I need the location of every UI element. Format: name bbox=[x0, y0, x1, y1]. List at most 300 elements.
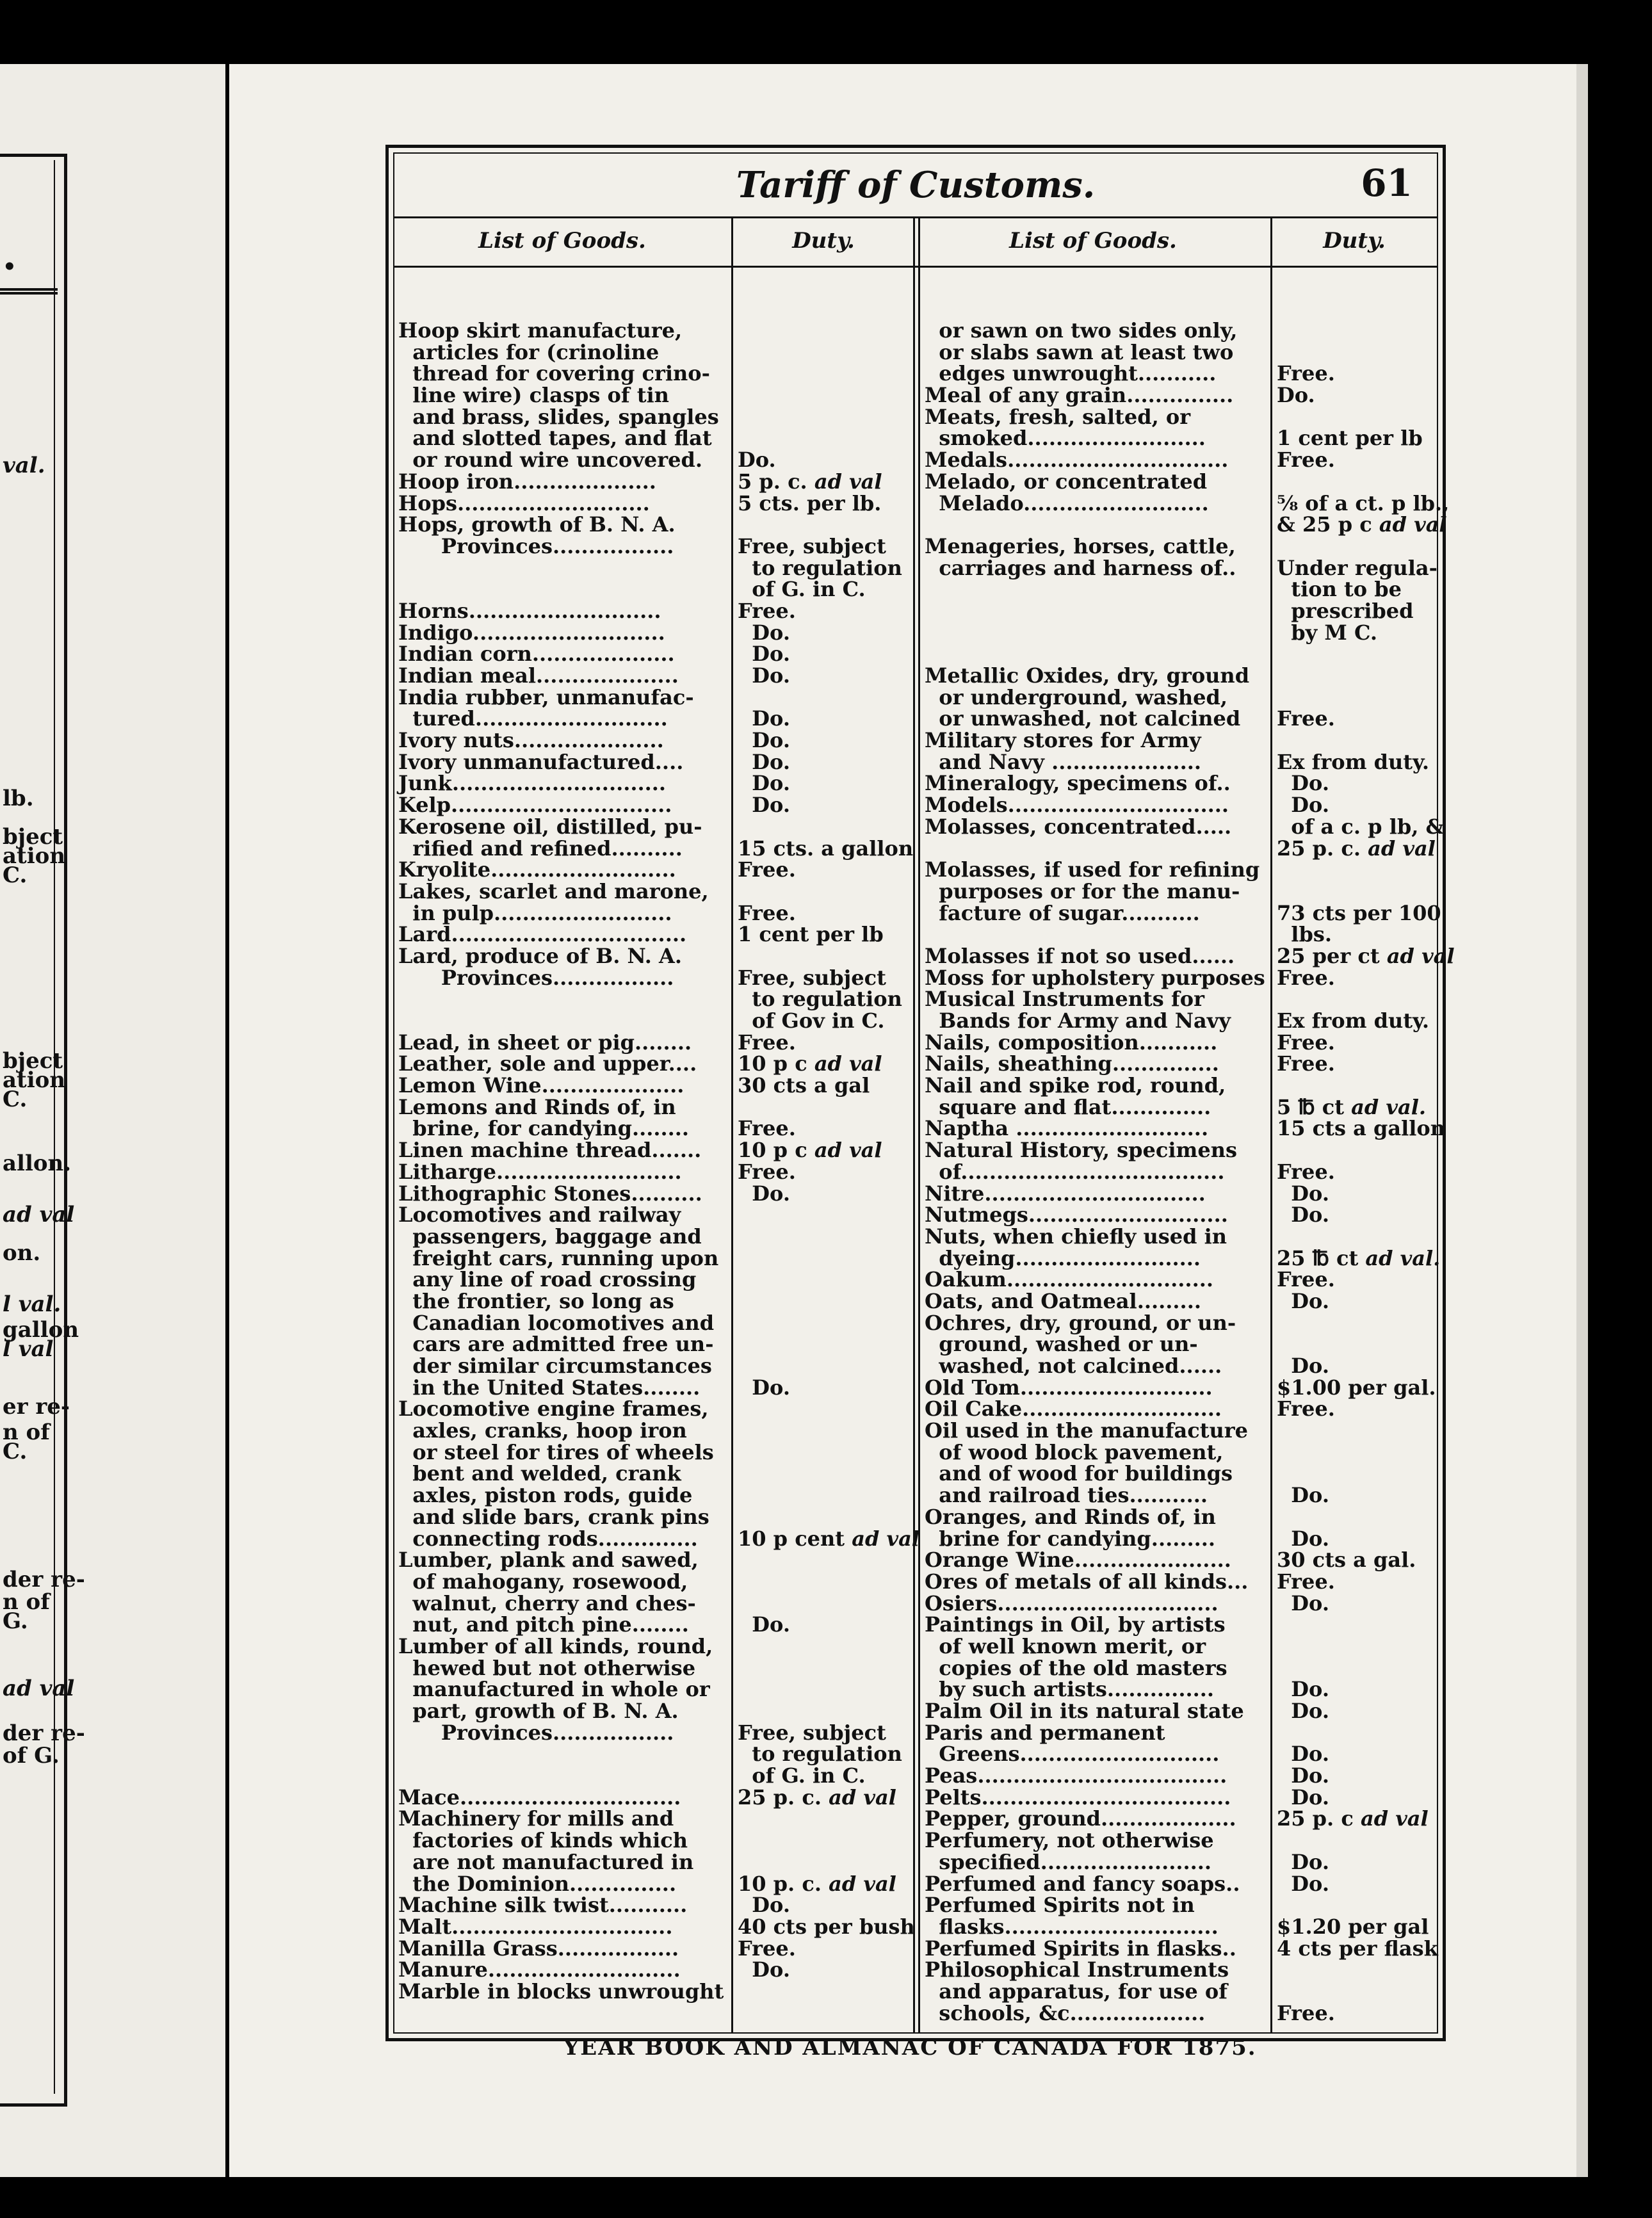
left-duty-cell bbox=[738, 1442, 912, 1464]
right-duty-cell: Do. bbox=[1277, 1849, 1329, 1874]
facing-page-fragment: bject bbox=[3, 1048, 63, 1074]
right-duty-cell: Free. bbox=[1277, 2000, 1335, 2025]
right-duty-cell bbox=[1277, 1981, 1433, 2003]
right-duty-cell: Free. bbox=[1277, 448, 1335, 473]
left-duty-cell bbox=[738, 1808, 912, 1830]
left-goods-cell: Kryolite.......................... bbox=[398, 857, 676, 882]
left-goods-cell: Horns........................... bbox=[398, 598, 661, 623]
left-duty-cell bbox=[738, 1097, 912, 1119]
left-duty-cell: 30 cts a gal bbox=[738, 1073, 870, 1098]
right-goods-cell: Nuts, when chiefly used in bbox=[925, 1224, 1227, 1249]
right-duty-cell: Free. bbox=[1277, 1267, 1335, 1292]
left-duty-cell bbox=[738, 946, 912, 967]
left-goods-cell: walnut, cherry and ches- bbox=[398, 1591, 696, 1615]
left-duty-cell: 10 p c ad val bbox=[738, 1051, 882, 1076]
left-duty-cell: 10 p c ad val bbox=[738, 1138, 882, 1163]
right-duty-cell: Do. bbox=[1277, 1763, 1329, 1788]
right-goods-cell: ground, washed or un- bbox=[925, 1332, 1198, 1357]
left-goods-cell: Marble in blocks unwrought bbox=[398, 1979, 724, 2003]
left-goods-cell: passengers, baggage and bbox=[398, 1224, 702, 1249]
right-goods-cell: Medals............................... bbox=[925, 448, 1229, 473]
left-duty-cell bbox=[738, 1658, 912, 1680]
right-duty-cell: $1.20 per gal bbox=[1277, 1914, 1429, 1939]
right-duty-cell: Ex from duty. bbox=[1277, 1008, 1430, 1033]
left-duty-cell: to regulation bbox=[738, 987, 902, 1012]
page-title: Tariff of Customs. bbox=[736, 164, 1096, 206]
right-goods-cell: Perfumed and fancy soaps.. bbox=[925, 1871, 1240, 1896]
right-goods-cell: Models............................... bbox=[925, 793, 1229, 818]
left-duty-cell bbox=[738, 363, 912, 385]
left-goods-cell: Kelp............................... bbox=[398, 793, 672, 818]
right-duty-cell: Do. bbox=[1277, 1742, 1329, 1767]
left-goods-cell: of mahogany, rosewood, bbox=[398, 1569, 688, 1594]
left-goods-cell: Hops, growth of B. N. A. bbox=[398, 512, 676, 537]
right-duty-cell bbox=[1277, 859, 1433, 881]
left-duty-cell bbox=[738, 1313, 912, 1334]
right-duty-cell bbox=[1277, 1507, 1433, 1528]
left-goods-cell: Locomotive engine frames, bbox=[398, 1396, 709, 1421]
right-duty-cell bbox=[1277, 1636, 1433, 1658]
right-duty-cell: $1.00 per gal. bbox=[1277, 1375, 1436, 1400]
column-rule bbox=[913, 216, 915, 2034]
left-goods-cell: Lemon Wine.................... bbox=[398, 1073, 684, 1098]
right-goods-cell: or unwashed, not calcined bbox=[925, 706, 1241, 731]
right-goods-cell: Palm Oil in its natural state bbox=[925, 1699, 1244, 1723]
column-header-goods-right bbox=[916, 216, 1270, 268]
left-duty-cell: 1 cent per lb bbox=[738, 922, 884, 947]
facing-page-fragment: of G. bbox=[3, 1743, 60, 1769]
left-duty-cell: Do. bbox=[738, 771, 790, 796]
left-duty-cell: to regulation bbox=[738, 1742, 902, 1767]
facing-page-fragment: C. bbox=[3, 862, 28, 888]
right-goods-cell bbox=[925, 601, 1270, 622]
page-header bbox=[393, 152, 1438, 218]
left-goods-cell: Lead, in sheet or pig........ bbox=[398, 1030, 692, 1055]
left-goods-cell: Canadian locomotives and bbox=[398, 1310, 715, 1335]
left-duty-cell: 5 cts. per lb. bbox=[738, 490, 882, 515]
right-goods-cell: Osiers............................... bbox=[925, 1591, 1219, 1615]
left-duty-cell: Free. bbox=[738, 1116, 796, 1141]
right-goods-cell: Nutmegs............................ bbox=[925, 1202, 1228, 1227]
facing-page-fragment: n of bbox=[3, 1589, 50, 1615]
right-duty-cell bbox=[1277, 665, 1433, 687]
left-duty-cell bbox=[738, 1420, 912, 1442]
left-goods-cell: Leather, sole and upper.... bbox=[398, 1051, 697, 1076]
right-goods-cell: and of wood for buildings bbox=[925, 1461, 1233, 1486]
left-goods-cell: part, growth of B. N. A. bbox=[398, 1699, 679, 1723]
right-duty-cell bbox=[1277, 536, 1433, 558]
right-duty-cell: 73 cts per 100 bbox=[1277, 900, 1441, 925]
left-goods-cell: nut, and pitch pine........ bbox=[398, 1612, 689, 1637]
right-duty-cell: Do. bbox=[1277, 1591, 1329, 1615]
left-goods-cell: articles for (crinoline bbox=[398, 339, 660, 364]
left-duty-cell: Do. bbox=[738, 728, 790, 753]
right-goods-cell: Molasses, if used for refining bbox=[925, 857, 1260, 882]
right-goods-cell: Paintings in Oil, by artists bbox=[925, 1612, 1226, 1637]
right-duty-cell: Do. bbox=[1277, 1699, 1329, 1723]
left-duty-cell bbox=[738, 1679, 912, 1701]
left-goods-cell: Machinery for mills and bbox=[398, 1806, 674, 1831]
left-goods-cell: Provinces................. bbox=[398, 1720, 674, 1745]
left-duty-cell bbox=[738, 342, 912, 364]
left-duty-cell bbox=[738, 1571, 912, 1593]
right-duty-cell: tion to be bbox=[1277, 577, 1402, 602]
left-duty-cell bbox=[738, 1269, 912, 1291]
column-header-label: Duty. bbox=[1323, 228, 1386, 254]
right-goods-cell: Oil used in the manufacture bbox=[925, 1418, 1248, 1443]
column-rule bbox=[918, 216, 920, 2034]
right-duty-cell bbox=[1277, 1226, 1433, 1248]
right-duty-cell bbox=[1277, 881, 1433, 903]
right-goods-cell bbox=[925, 514, 1270, 536]
left-goods-cell: Machine silk twist........... bbox=[398, 1893, 688, 1918]
left-duty-cell bbox=[738, 1593, 912, 1615]
right-goods-cell: Ores of metals of all kinds... bbox=[925, 1569, 1249, 1594]
left-goods-cell: Ivory nuts..................... bbox=[398, 728, 664, 753]
right-duty-cell: 4 cts per flask bbox=[1277, 1936, 1438, 1961]
right-goods-cell: brine for candying......... bbox=[925, 1526, 1216, 1551]
right-goods-cell: specified........................ bbox=[925, 1849, 1212, 1874]
right-goods-cell: Greens............................ bbox=[925, 1742, 1220, 1767]
left-goods-cell: hewed but not otherwise bbox=[398, 1655, 696, 1680]
right-goods-cell: Oil Cake............................ bbox=[925, 1396, 1222, 1421]
right-duty-cell bbox=[1277, 1420, 1433, 1442]
facing-page-fragment: C. bbox=[3, 1087, 28, 1112]
left-goods-cell: Locomotives and railway bbox=[398, 1202, 681, 1227]
left-goods-cell: Mace............................... bbox=[398, 1785, 681, 1809]
left-goods-cell: factories of kinds which bbox=[398, 1828, 688, 1853]
left-duty-cell: Do. bbox=[738, 642, 790, 667]
facing-page-fragment: on. bbox=[3, 1240, 41, 1266]
right-duty-cell: 25 p. c ad val bbox=[1277, 1806, 1429, 1831]
right-duty-cell bbox=[1277, 1830, 1433, 1852]
left-duty-cell bbox=[738, 1398, 912, 1420]
left-goods-cell: India rubber, unmanufac- bbox=[398, 684, 694, 709]
right-goods-cell: Old Tom........................... bbox=[925, 1375, 1213, 1400]
left-goods-cell bbox=[398, 579, 770, 601]
left-goods-cell: brine, for candying........ bbox=[398, 1116, 690, 1141]
right-goods-cell: Menageries, horses, cattle, bbox=[925, 533, 1236, 558]
right-duty-cell: 25 p. c. ad val bbox=[1277, 836, 1436, 861]
left-duty-cell: 25 p. c. ad val bbox=[738, 1785, 896, 1809]
right-duty-cell: Do. bbox=[1277, 793, 1329, 818]
left-duty-cell bbox=[738, 1852, 912, 1874]
right-duty-cell: by M C. bbox=[1277, 620, 1377, 645]
right-goods-cell: by such artists............... bbox=[925, 1677, 1215, 1702]
facing-page-fragment: n of bbox=[3, 1420, 50, 1445]
right-duty-cell: Free. bbox=[1277, 1159, 1335, 1184]
column-header-label: List of Goods. bbox=[1009, 228, 1177, 254]
left-duty-cell bbox=[738, 407, 912, 428]
left-goods-cell: Indigo........................... bbox=[398, 620, 665, 645]
right-duty-cell: Do. bbox=[1277, 1785, 1329, 1809]
right-duty-cell: Do. bbox=[1277, 1181, 1329, 1206]
left-duty-cell bbox=[738, 1463, 912, 1485]
right-goods-cell: of wood block pavement, bbox=[925, 1439, 1224, 1464]
column-header-label: Duty. bbox=[792, 228, 855, 254]
right-goods-cell: Moss for upholstery purposes bbox=[925, 965, 1265, 990]
right-goods-cell: Paris and permanent bbox=[925, 1720, 1165, 1745]
page-number: 61 bbox=[1361, 161, 1413, 205]
left-duty-cell: 10 p. c. ad val bbox=[738, 1871, 896, 1896]
facing-page-fragment: l val bbox=[3, 1336, 54, 1362]
right-goods-cell: Nitre............................... bbox=[925, 1181, 1206, 1206]
left-duty-cell bbox=[738, 1636, 912, 1658]
left-duty-cell bbox=[738, 1830, 912, 1852]
right-goods-cell: Ochres, dry, ground, or un- bbox=[925, 1310, 1236, 1335]
right-duty-cell: 1 cent per lb bbox=[1277, 426, 1423, 451]
left-goods-cell: Provinces................. bbox=[398, 533, 674, 558]
left-goods-cell: cars are admitted free un- bbox=[398, 1332, 714, 1357]
left-duty-cell bbox=[738, 1485, 912, 1507]
right-goods-cell: Peas................................... bbox=[925, 1763, 1227, 1788]
right-duty-cell: Free. bbox=[1277, 965, 1335, 990]
right-duty-cell: Do. bbox=[1277, 1354, 1329, 1378]
facing-page-inner-frame bbox=[0, 160, 55, 2094]
right-goods-cell: square and flat.............. bbox=[925, 1094, 1211, 1119]
left-goods-cell: Litharge.......................... bbox=[398, 1159, 682, 1184]
right-duty-cell bbox=[1277, 1334, 1433, 1356]
left-goods-cell bbox=[398, 1744, 770, 1765]
left-goods-cell: Hoop iron.................... bbox=[398, 469, 656, 494]
right-duty-cell: Free. bbox=[1277, 1569, 1335, 1594]
left-duty-cell bbox=[738, 1356, 912, 1377]
right-goods-cell bbox=[925, 924, 1270, 946]
right-goods-cell: washed, not calcined...... bbox=[925, 1354, 1222, 1378]
right-duty-cell bbox=[1277, 1658, 1433, 1680]
right-duty-cell: Do. bbox=[1277, 383, 1315, 408]
left-goods-cell: Manure........................... bbox=[398, 1957, 681, 1982]
right-duty-cell: Do. bbox=[1277, 1677, 1329, 1702]
left-goods-cell: the Dominion............... bbox=[398, 1871, 677, 1896]
left-duty-cell: Do. bbox=[738, 793, 790, 818]
right-duty-cell bbox=[1277, 644, 1433, 665]
left-duty-cell bbox=[738, 1226, 912, 1248]
right-duty-cell: Do. bbox=[1277, 1526, 1329, 1551]
left-goods-cell: in pulp......................... bbox=[398, 900, 672, 925]
right-goods-column bbox=[925, 320, 1268, 2024]
left-duty-cell: Free. bbox=[738, 598, 796, 623]
left-goods-cell: manufactured in whole or bbox=[398, 1677, 710, 1702]
left-goods-cell: Lumber of all kinds, round, bbox=[398, 1633, 713, 1658]
right-duty-cell bbox=[1277, 1140, 1433, 1162]
left-goods-cell: Hops........................... bbox=[398, 490, 650, 515]
right-duty-cell: Free. bbox=[1277, 1051, 1335, 1076]
right-duty-cell bbox=[1277, 1442, 1433, 1464]
left-duty-cell: Do. bbox=[738, 706, 790, 731]
left-goods-cell: thread for covering crino- bbox=[398, 361, 710, 386]
facing-page bbox=[0, 64, 225, 2177]
right-goods-cell: Nails, composition........... bbox=[925, 1030, 1218, 1055]
facing-page-fragment: G. bbox=[3, 1608, 28, 1634]
left-goods-cell: axles, piston rods, guide bbox=[398, 1483, 693, 1508]
right-goods-cell: copies of the old masters bbox=[925, 1655, 1227, 1680]
left-duty-cell: Do. bbox=[738, 1893, 790, 1918]
right-goods-cell: Oats, and Oatmeal......... bbox=[925, 1288, 1201, 1313]
left-duty-cell bbox=[738, 816, 912, 838]
right-duty-cell bbox=[1277, 471, 1433, 493]
left-goods-cell: Manilla Grass................. bbox=[398, 1936, 679, 1961]
left-duty-cell: Free. bbox=[738, 900, 796, 925]
left-duty-cell bbox=[738, 428, 912, 449]
left-duty-cell: Do. bbox=[738, 1181, 790, 1206]
right-goods-cell: Meats, fresh, salted, or bbox=[925, 404, 1191, 429]
left-duty-cell bbox=[738, 1507, 912, 1528]
left-goods-cell: any line of road crossing bbox=[398, 1267, 697, 1292]
left-duty-cell: Free, subject bbox=[738, 965, 886, 990]
right-goods-cell: Military stores for Army bbox=[925, 728, 1201, 753]
left-duty-cell: 40 cts per bush bbox=[738, 1914, 915, 1939]
left-duty-cell: Do. bbox=[738, 1957, 790, 1982]
right-goods-cell: and apparatus, for use of bbox=[925, 1979, 1227, 2003]
left-goods-cell: Malt............................... bbox=[398, 1914, 673, 1939]
right-duty-cell bbox=[1277, 342, 1433, 364]
left-duty-cell: Free. bbox=[738, 1030, 796, 1055]
right-goods-cell: Orange Wine...................... bbox=[925, 1548, 1231, 1573]
right-goods-cell: Nail and spike rod, round, bbox=[925, 1073, 1226, 1098]
right-duty-cell bbox=[1277, 730, 1433, 752]
left-goods-cell: Provinces................. bbox=[398, 965, 674, 990]
facing-page-fragment: bject bbox=[3, 824, 63, 850]
facing-page-fragment: ad val bbox=[3, 1676, 75, 1701]
left-duty-cell bbox=[738, 1204, 912, 1226]
right-duty-cell: Under regula- bbox=[1277, 555, 1437, 580]
right-duty-cell bbox=[1277, 320, 1433, 342]
left-goods-cell: Linen machine thread....... bbox=[398, 1138, 702, 1163]
right-goods-cell: and railroad ties........... bbox=[925, 1483, 1208, 1508]
right-goods-cell: Melado, or concentrated bbox=[925, 469, 1208, 494]
right-duty-column bbox=[1277, 320, 1455, 2025]
left-duty-cell bbox=[738, 1550, 912, 1571]
column-header-label: List of Goods. bbox=[478, 228, 646, 254]
right-goods-cell: flasks.............................. bbox=[925, 1914, 1219, 1939]
right-goods-cell: and Navy ..................... bbox=[925, 749, 1202, 774]
right-duty-cell: Free. bbox=[1277, 1030, 1335, 1055]
right-duty-cell: Do. bbox=[1277, 1483, 1329, 1508]
left-goods-cell: tured........................... bbox=[398, 706, 668, 731]
facing-page-fragment: ation bbox=[3, 1067, 66, 1093]
left-goods-cell: and slide bars, crank pins bbox=[398, 1504, 709, 1529]
right-goods-cell: of well known merit, or bbox=[925, 1633, 1206, 1658]
right-goods-cell bbox=[925, 644, 1270, 665]
right-goods-cell: Molasses, concentrated..... bbox=[925, 814, 1232, 839]
left-goods-cell bbox=[398, 558, 770, 579]
left-goods-cell: axles, cranks, hoop iron bbox=[398, 1418, 687, 1443]
left-duty-cell: 15 cts. a gallon bbox=[738, 836, 914, 861]
left-goods-cell bbox=[398, 989, 770, 1010]
page-footer: YEAR BOOK AND ALMANAC OF CANADA FOR 1875. bbox=[563, 2035, 1257, 2060]
right-goods-cell: Mineralogy, specimens of.. bbox=[925, 771, 1231, 796]
facing-page-fragment: ad val bbox=[3, 1202, 75, 1227]
left-duty-cell: of G. in C. bbox=[738, 577, 866, 602]
right-duty-cell: of a c. p lb, & bbox=[1277, 814, 1445, 839]
left-duty-cell: of G. in C. bbox=[738, 1763, 866, 1788]
right-goods-cell bbox=[925, 622, 1270, 644]
column-header-duty-left bbox=[731, 216, 916, 268]
left-goods-cell: the frontier, so long as bbox=[398, 1288, 674, 1313]
left-goods-cell: Lithographic Stones.......... bbox=[398, 1181, 702, 1206]
facing-page-fragment: er re- bbox=[3, 1394, 70, 1420]
right-duty-cell: 25 ℔ ct ad val. bbox=[1277, 1245, 1441, 1270]
left-goods-cell: freight cars, running upon bbox=[398, 1245, 719, 1270]
left-duty-cell bbox=[738, 687, 912, 709]
facing-page-fragment: der re- bbox=[3, 1567, 85, 1592]
left-duty-cell bbox=[738, 1248, 912, 1270]
left-goods-cell: in the United States........ bbox=[398, 1375, 700, 1400]
right-goods-cell: Perfumery, not otherwise bbox=[925, 1828, 1214, 1853]
column-header-duty-right bbox=[1270, 216, 1438, 268]
right-duty-cell: Do. bbox=[1277, 1871, 1329, 1896]
right-goods-cell: Naptha ........................... bbox=[925, 1116, 1209, 1141]
left-duty-cell bbox=[738, 320, 912, 342]
right-duty-cell bbox=[1277, 687, 1433, 709]
right-duty-cell: Free. bbox=[1277, 1396, 1335, 1421]
right-duty-cell: lbs. bbox=[1277, 922, 1332, 947]
right-goods-cell: Melado.......................... bbox=[925, 490, 1209, 515]
right-duty-cell: 5 ℔ ct ad val. bbox=[1277, 1094, 1426, 1119]
facing-page-fragment: allon. bbox=[3, 1151, 72, 1176]
facing-page-fragment: gallon bbox=[3, 1317, 79, 1343]
left-duty-cell bbox=[738, 514, 912, 536]
right-goods-cell: Oranges, and Rinds of, in bbox=[925, 1504, 1216, 1529]
right-goods-cell: Natural History, specimens bbox=[925, 1138, 1238, 1163]
left-goods-cell: and brass, slides, spangles bbox=[398, 404, 719, 429]
left-goods-cell: Lakes, scarlet and marone, bbox=[398, 878, 709, 903]
facing-page-fragment: lb. bbox=[3, 786, 34, 811]
right-duty-cell bbox=[1277, 1075, 1433, 1097]
left-goods-cell: der similar circumstances bbox=[398, 1354, 712, 1378]
left-goods-cell bbox=[398, 1010, 770, 1032]
facing-page-fragment: der re- bbox=[3, 1720, 85, 1746]
right-goods-cell bbox=[925, 838, 1270, 860]
right-duty-cell: Free. bbox=[1277, 361, 1335, 386]
right-duty-cell: & 25 p c ad val bbox=[1277, 512, 1447, 537]
right-goods-cell: or sawn on two sides only, bbox=[925, 318, 1238, 343]
facing-page-fragment: • bbox=[3, 254, 17, 280]
left-goods-cell bbox=[398, 1765, 770, 1787]
left-duty-column bbox=[738, 320, 919, 2003]
right-goods-cell: Metallic Oxides, dry, ground bbox=[925, 663, 1250, 688]
left-duty-cell: Free. bbox=[738, 1936, 796, 1961]
left-goods-cell: Lard, produce of B. N. A. bbox=[398, 943, 682, 968]
right-duty-cell: ⅝ of a ct. p lb., bbox=[1277, 490, 1450, 515]
left-duty-cell: Do. bbox=[738, 663, 790, 688]
right-duty-cell bbox=[1277, 1959, 1433, 1981]
right-duty-cell bbox=[1277, 989, 1433, 1010]
right-goods-cell: purposes or for the manu- bbox=[925, 878, 1240, 903]
left-duty-cell bbox=[738, 1334, 912, 1356]
right-goods-cell: Perfumed Spirits not in bbox=[925, 1893, 1195, 1918]
left-goods-cell: Kerosene oil, distilled, pu- bbox=[398, 814, 702, 839]
right-goods-cell: Oakum............................. bbox=[925, 1267, 1213, 1292]
right-goods-cell: Meal of any grain............... bbox=[925, 383, 1234, 408]
left-duty-cell bbox=[738, 881, 912, 903]
right-goods-cell: facture of sugar........... bbox=[925, 900, 1200, 925]
column-header-goods-left bbox=[393, 216, 731, 268]
right-goods-cell: Pepper, ground................... bbox=[925, 1806, 1236, 1831]
right-goods-cell: edges unwrought........... bbox=[925, 361, 1217, 386]
right-duty-cell bbox=[1277, 1614, 1433, 1636]
facing-page-rule bbox=[0, 288, 58, 291]
right-goods-cell: smoked......................... bbox=[925, 426, 1206, 451]
right-goods-cell: Perfumed Spirits in flasks.. bbox=[925, 1936, 1236, 1961]
left-duty-cell: Free. bbox=[738, 857, 796, 882]
right-duty-cell bbox=[1277, 1895, 1433, 1916]
left-duty-cell bbox=[738, 1291, 912, 1313]
facing-page-fragment: l val. bbox=[3, 1291, 61, 1317]
left-duty-cell bbox=[738, 1981, 912, 2003]
facing-page-fragment: C. bbox=[3, 1439, 28, 1464]
